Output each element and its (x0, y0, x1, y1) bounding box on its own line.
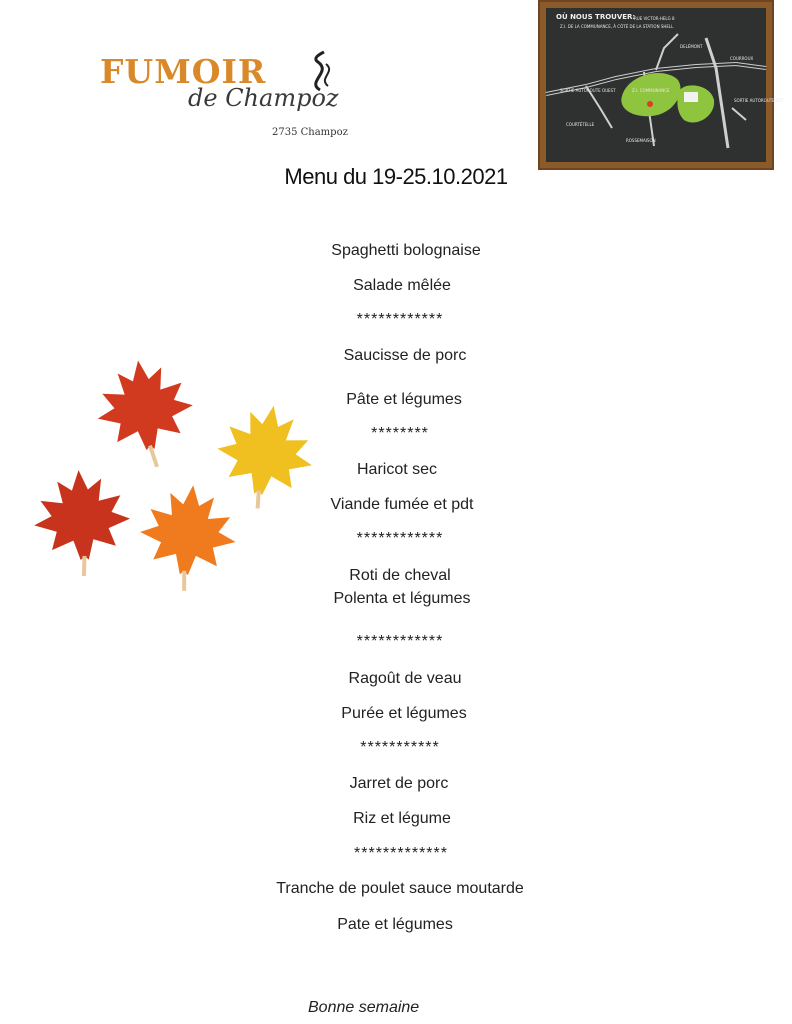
menu-separator: ************ (356, 311, 444, 328)
menu-heading: Menu du 19-25.10.2021 (284, 164, 508, 189)
menu-item: Saucisse de porc (343, 347, 467, 364)
menu-separator: ************ (356, 633, 444, 650)
map-label: COURTÉTELLE (566, 122, 595, 127)
menu-item: Jarret de porc (349, 775, 449, 792)
maple-leaf-icon (208, 397, 321, 516)
menu-separator: ************* (354, 845, 448, 862)
map-label: SORTIE AUTOROUTE EST (734, 98, 784, 103)
menu-item: Purée et légumes (341, 705, 467, 722)
menu-item: Tranche de poulet sauce moutarde (276, 880, 524, 897)
menu-item: Viande fumée et pdt (330, 496, 474, 513)
menu-item: Haricot sec (356, 461, 438, 478)
menu-item: Salade mêlée (353, 277, 451, 294)
footer-greeting: Bonne semaine (308, 999, 420, 1016)
maple-leaf-icon (31, 467, 134, 579)
map-label: COURROUX (730, 56, 754, 61)
location-map (538, 0, 784, 170)
menu-item: Ragoût de veau (348, 670, 462, 687)
menu-item: Pate et légumes (337, 916, 453, 933)
logo-title: FUMOIR (100, 52, 267, 91)
menu-separator: ************ (356, 530, 444, 547)
menu-item: Spaghetti bolognaise (331, 242, 481, 259)
map-label: RUE VICTOR-HELG 8 (634, 16, 675, 21)
menu-separator: *********** (360, 739, 440, 756)
address: 2735 Champoz (272, 127, 348, 138)
map-label: SORTIE AUTOROUTE OUEST (560, 88, 616, 93)
menu-item: Pâte et légumes (346, 391, 462, 408)
menu-item: Roti de cheval (349, 567, 451, 584)
maple-leaf-icon (91, 354, 201, 474)
logo-subtitle: de Champoz (188, 84, 339, 112)
restaurant-logo (100, 50, 340, 120)
map-label: Z.I. COMMUNANCE (632, 88, 670, 93)
autumn-leaves-image (20, 350, 330, 600)
menu-item: Polenta et légumes (333, 590, 471, 607)
menu-separator: ******** (371, 425, 429, 442)
map-roads (546, 8, 766, 162)
map-label: DELÉMONT (680, 44, 703, 49)
map-title: OÙ NOUS TROUVER: (556, 13, 636, 21)
chalkboard (546, 8, 784, 162)
map-label: ROSSEMAISON (626, 138, 656, 143)
menu-item: Riz et légume (353, 810, 451, 827)
map-label: Z.I. DE LA COMMUNANCE, À CÔTÉ DE LA STATION SHELL (560, 24, 674, 29)
maple-leaf-icon (134, 480, 241, 595)
